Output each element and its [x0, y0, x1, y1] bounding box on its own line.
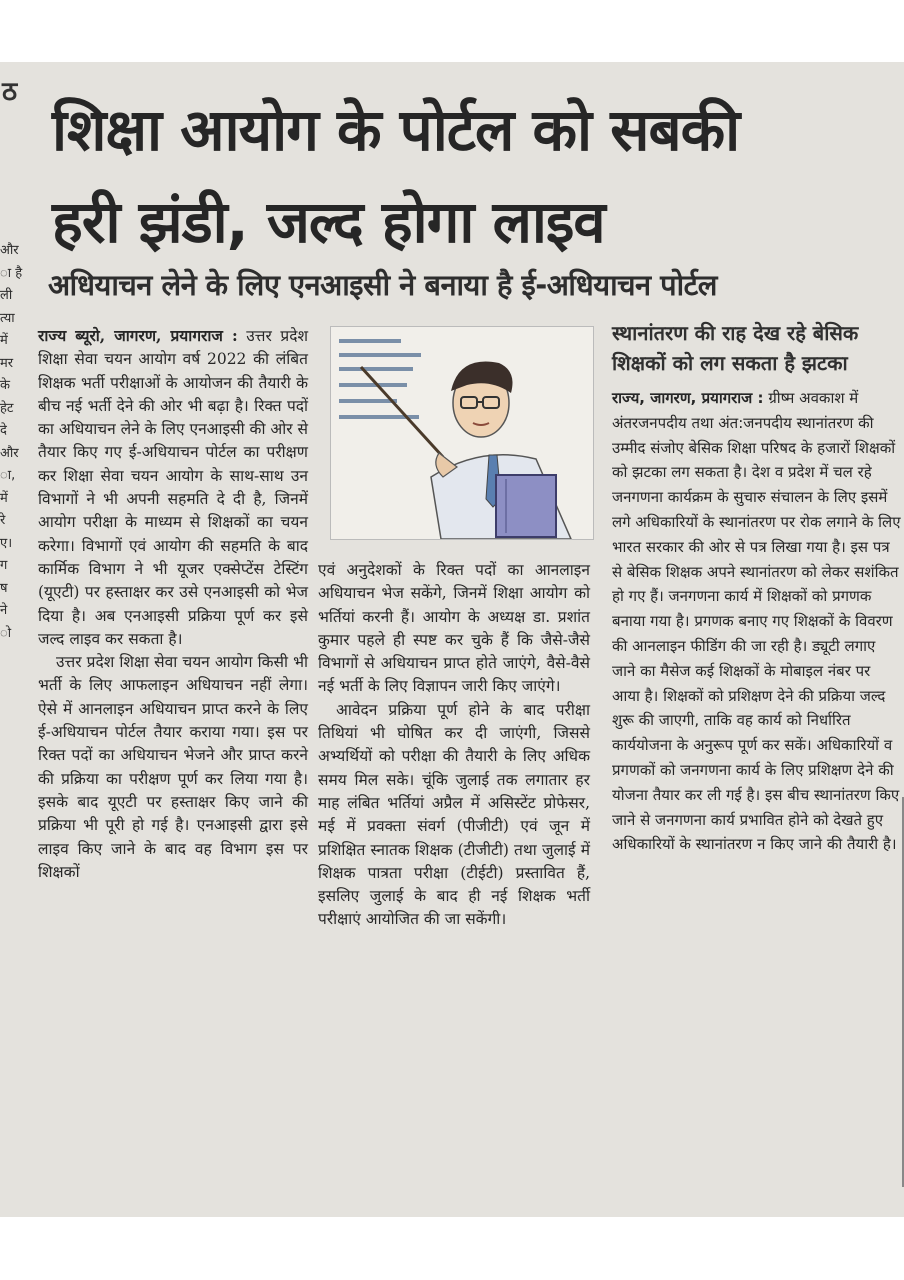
adjacent-column-fragments: [0, 240, 34, 645]
article-paragraph-3: एवं अनुदेशकों के रिक्त पदों का आनलाइन अधियाचन भेज सकेंगे, जिनमें शिक्षा आयोग को भर्तियां करनी हैं। आयोग के अध्यक्ष डा. प्रशांत कुमार पहले ही स्पष्ट कर चुके हैं कि जैसे-जैसे विभागों से अधियाचन प्राप्त होते जाएंगे, वैसे-वैसे नई भर्ती के लिए विज्ञापन जारी किए जाएंगे।: [318, 561, 590, 696]
adjacent-fragment: में: [0, 333, 8, 348]
chalkboard-lines: [339, 341, 421, 417]
adjacent-fragment: ा,: [0, 468, 16, 483]
article-subheadline: अधियाचन लेने के लिए एनआइसी ने बनाया है ई-अधियाचन पोर्टल: [48, 268, 717, 302]
sidebar-body: [612, 386, 902, 857]
adjacent-fragment: मर: [0, 355, 14, 371]
article-dateline: राज्य ब्यूरो, जागरण, प्रयागराज :: [38, 326, 238, 345]
adjacent-fragment: ए।: [0, 535, 13, 551]
adjacent-fragment: के: [0, 378, 10, 393]
adjacent-fragment: त्या: [0, 310, 15, 326]
adjacent-fragment: हेट: [0, 400, 14, 416]
adjacent-fragment: और: [0, 445, 19, 461]
adjacent-fragment: ा है: [0, 265, 23, 281]
adjacent-fragment: ने: [0, 603, 8, 618]
adjacent-fragment: दे: [0, 423, 7, 438]
teacher-illustration: [330, 326, 594, 540]
adjacent-fragment: ो: [0, 625, 12, 641]
paragraph-1-text: उत्तर प्रदेश शिक्षा सेवा चयन आयोग वर्ष 2022 की लंबित शिक्षक भर्ती परीक्षाओं के आयोजन की तैयारी के बीच नई भर्ती देने की ओर भी बढ़ा है। रिक्त पदों का अधियाचन लेने के लिए एनआइसी की ओर से तैयार किए गए ई-अधियाचन पोर्टल का परीक्षण कर शिक्षा सेवा चयन आयोग के साथ-साथ उन विभागों ने भी अपनी सहमति दे दी है, जिनमें आयोग परीक्षा के माध्यम से शिक्षकों का चयन करेगा। विभागों एवं आयोग की सहमति के बाद कार्मिक विभाग ने भी यूजर एक्सेप्टेंस टेस्टिंग (यूएटी) पर हस्ताक्षर कर उसे एनआइसी को भेज दिया है। अब एनआइसी प्रक्रिया पूर्ण कर इसे जल्द लाइव कर सकता है।: [38, 327, 309, 648]
headline-line-2: हरी झंडी, जल्द होगा लाइव: [52, 188, 605, 256]
teacher-illustration-drawing: [331, 327, 593, 539]
sidebar-story: [612, 318, 902, 857]
adjacent-fragment: ष: [0, 580, 8, 596]
article-headline: [52, 84, 902, 268]
adjacent-fragment: ली: [0, 288, 13, 303]
adjacent-column-glyph: ठ: [2, 77, 18, 107]
article-column-1: [38, 324, 308, 884]
article-column-2: [318, 559, 590, 932]
pointer-stick: [361, 367, 443, 457]
sidebar-body-text: ग्रीष्म अवकाश में अंतरजनपदीय तथा अंत:जनपदीय स्थानांतरण की उम्मीद संजोए बेसिक शिक्षा परिषद के हजारों शिक्षकों को झटका लग सकता है। देश व प्रदेश में चल रहे जनगणना कार्यक्रम के सुचारु संचालन के लिए इसमें लगे अधिकारियों के स्थानांतरण पर रोक लगाने के लिए भारत सरकार की ओर से पत्र लिखा गया है। इस पत्र से बेसिक शिक्षक अपने स्थानांतरण को लेकर सशंकित हो गए हैं। जनगणना कार्य में शिक्षकों को प्रगणक बनाया गया है। प्रगणक बनाए गए शिक्षकों के विवरण की आनलाइन फीडिंग की जा रही है। ड्यूटी लगाए जाने का मैसेज कई शिक्षकों के मोबाइल नंबर पर आया है। शिक्षकों को प्रशिक्षण देने की प्रक्रिया जल्द शुरू की जाएगी, ताकि वह कार्य को निर्धारित कार्ययोजना के अनुरूप पूर्ण कर सकें। अधिकारियों व प्रगणकों को जनगणना कार्य के लिए प्रशिक्षण देने की योजना तैयार कर ली गई है। इस बीच स्थानांतरण किए जाने से जनगणना कार्य प्रभावित होने को देखते हुए अधिकारियों के स्थानांतरण न किए जाने की तैयारी है।: [612, 389, 901, 854]
newspaper-clipping: [0, 62, 904, 1217]
article-paragraph-1: [38, 324, 308, 651]
headline-line-1: शिक्षा आयोग के पोर्टल को सबकी: [52, 96, 740, 164]
article-paragraph-4: आवेदन प्रक्रिया पूर्ण होने के बाद परीक्षा तिथियां भी घोषित कर दी जाएंगी, जिससे अभ्यर्थियों को परीक्षा की तैयारी के लिए अधिक समय मिल सके। चूंकि जुलाई तक लगातार हर माह लंबित भर्तियां अप्रैल में असिस्टेंट प्रोफेसर, मई में प्रवक्ता संवर्ग (पीजीटी) एवं जून में प्रशिक्षित स्नातक शिक्षक (टीजीटी) तथा जुलाई में शिक्षक पात्रता परीक्षा (टीईटी) प्रस्तावित हैं, इसलिए जुलाई के बाद ही नई शिक्षक भर्ती परीक्षाएं आयोजित की जा सकेंगी।: [318, 700, 590, 929]
adjacent-fragment: रे: [0, 513, 6, 528]
adjacent-fragment: ग: [0, 558, 8, 573]
sidebar-headline: स्थानांतरण की राह देख रहे बेसिक शिक्षकों को लग सकता है झटका: [612, 321, 859, 375]
sidebar-dateline: राज्य, जागरण, प्रयागराज :: [612, 389, 764, 407]
adjacent-fragment: और: [0, 243, 19, 258]
article-paragraph-2: उत्तर प्रदेश शिक्षा सेवा चयन आयोग किसी भी भर्ती के लिए आफलाइन अधियाचन नहीं लेगा। ऐसे में आनलाइन अधियाचन प्राप्त करने के लिए ई-अधियाचन पोर्टल तैयार कराया गया। इस पर रिक्त पदों का अधियाचन भेजने और प्राप्त करने की प्रक्रिया का परीक्षण पूर्ण कर लिया गया है। इसके बाद यूएटी पर हस्ताक्षर किए जाने की प्रक्रिया भी पूरी हो गई है। एनआइसी द्वारा इसे लाइव किए जाने के बाद वह विभाग इस पर शिक्षकों: [38, 653, 308, 881]
adjacent-fragment: में: [0, 490, 8, 506]
